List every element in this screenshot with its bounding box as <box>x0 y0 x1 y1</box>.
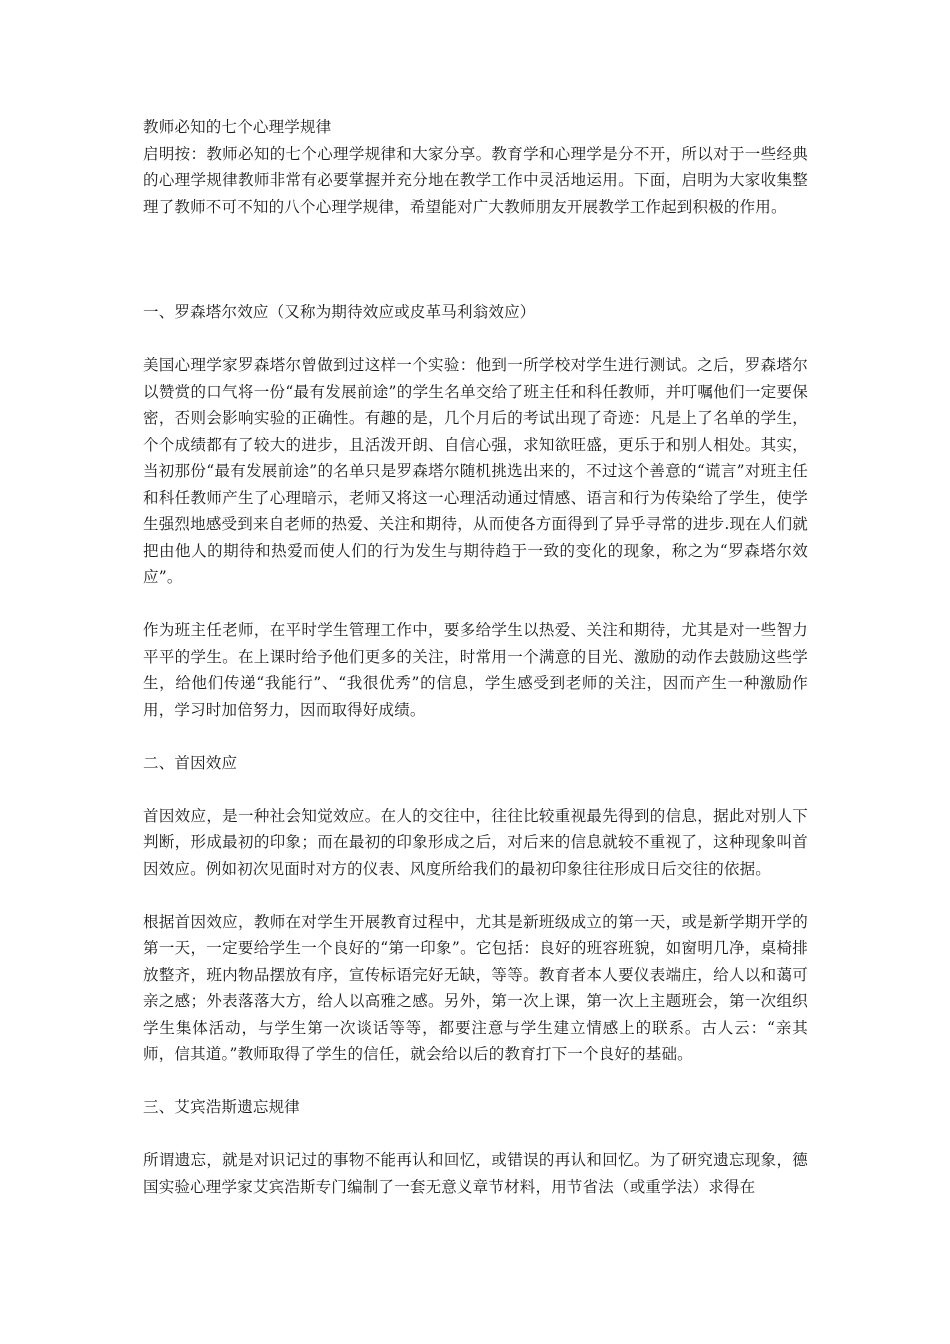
section-1-paragraph-1: 美国心理学家罗森塔尔曾做到过这样一个实验：他到一所学校对学生进行测试。之后，罗森塔尔以赞赏的口气将一份“最有发展前途”的学生名单交给了班主任和科任教师，并叮嘱他们一定要保密，否则会影响实验的正确性。有趣的是，几个月后的考试出现了奇迹：凡是上了名单的学生，个个成绩都有了较大的进步，且活泼开朗、自信心强，求知欲旺盛，更乐于和别人相处。其实，当初那份“最有发展前途”的名单只是罗森塔尔随机挑选出来的，不过这个善意的“谎言”对班主任和科任教师产生了心理暗示，老师又将这一心理活动通过情感、语言和行为传染给了学生，使学生强烈地感受到来自老师的热爱、关注和期待，从而使各方面得到了异乎寻常的进步.现在人们就把由他人的期待和热爱而使人们的行为发生与期待趋于一致的变化的现象，称之为“罗森塔尔效应”。 <box>143 356 808 586</box>
section-heading-2: 二、首因效应 <box>143 753 238 772</box>
intro-paragraph: 启明按：教师必知的七个心理学规律和大家分享。教育学和心理学是分不开，所以对于一些经典的心理学规律教师非常有必要掌握并充分地在教学工作中灵活地运用。下面，启明为大家收集整理了教师不可不知的八个心理学规律，希望能对广大教师朋友开展教学工作起到积极的作用。 <box>143 144 808 216</box>
section-heading-1: 一、罗森塔尔效应（又称为期待效应或皮革马利翁效应） <box>143 303 536 321</box>
section-2-paragraph-1: 首因效应，是一种社会知觉效应。在人的交往中，往往比较重视最先得到的信息，据此对别人下判断，形成最初的印象；而在最初的印象形成之后，对后来的信息就较不重视了，这种现象叫首因效应。例如初次见面时对方的仪表、风度所给我们的最初印象往往形成日后交往的依据。 <box>143 806 808 878</box>
section-2-paragraph-2: 根据首因效应，教师在对学生开展教育过程中，尤其是新班级成立的第一天，或是新学期开学的第一天，一定要给学生一个良好的“第一印象”。它包括：良好的班容班貌，如窗明几净，桌椅排放整齐，班内物品摆放有序，宣传标语完好无缺，等等。教育者本人要仪表端庄，给人以和蔼可亲之感；外表落落大方，给人以高雅之感。另外，第一次上课，第一次上主题班会，第一次组织学生集体活动，与学生第一次谈话等等，都要注意与学生建立情感上的联系。古人云：“亲其师，信其道。”教师取得了学生的信任，就会给以后的教育打下一个良好的基础。 <box>143 912 808 1063</box>
document-title: 教师必知的七个心理学规律 <box>143 118 332 136</box>
document-page <box>143 114 808 1227</box>
section-heading-3: 三、艾宾浩斯遗忘规律 <box>143 1098 301 1116</box>
section-1-paragraph-2: 作为班主任老师，在平时学生管理工作中，要多给学生以热爱、关注和期待，尤其是对一些智力平平的学生。在上课时给予他们更多的关注，时常用一个满意的目光、激励的动作去鼓励这些学生，给他们传递“我能行”、“我很优秀”的信息，学生感受到老师的关注，因而产生一种激励作用，学习时加倍努力，因而取得好成绩。 <box>143 621 808 719</box>
section-3-paragraph-1: 所谓遗忘，就是对识记过的事物不能再认和回忆，或错误的再认和回忆。为了研究遗忘现象，德国实验心理学家艾宾浩斯专门编制了一套无意义章节材料，用节省法（或重学法）求得在 <box>143 1151 808 1196</box>
